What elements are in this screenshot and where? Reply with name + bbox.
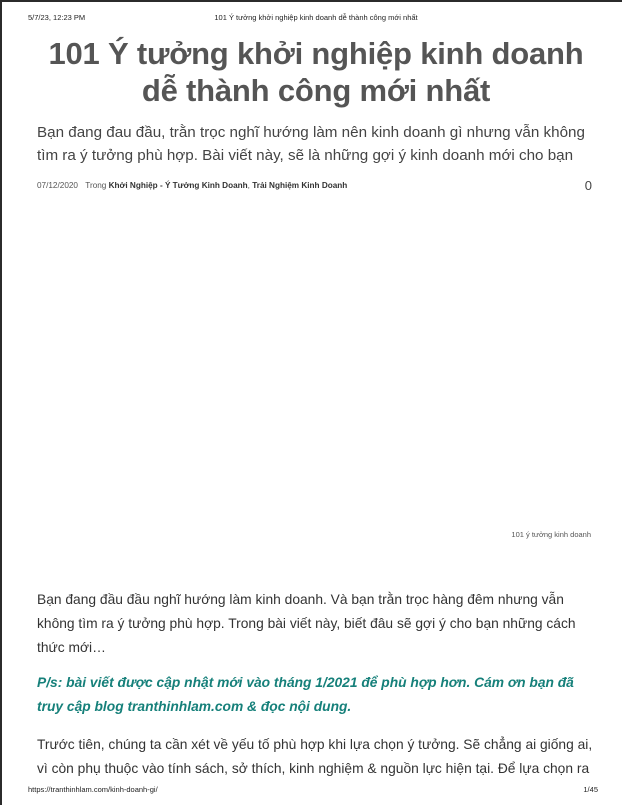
category-prefix: Trong	[85, 181, 107, 190]
featured-image-caption: 101 ý tưởng kinh doanh	[511, 530, 591, 539]
update-note: P/s: bài viết được cập nhật mới vào tháng 1/2021 để phù hợp hơn. Cám ơn bạn đã truy cập blog tranthinhlam.com & đọc nội dung.	[37, 675, 574, 714]
page-frame-left-border	[0, 0, 2, 805]
article-title: 101 Ý tưởng khởi nghiệp kinh doanh dễ thành công mới nhất	[48, 36, 584, 108]
category-separator: ,	[247, 181, 253, 190]
intro-paragraph: Bạn đang đầu đầu nghĩ hướng làm kinh doanh. Và bạn trằn trọc hàng đêm nhưng vẫn không tìm ra ý tưởng phù hợp. Trong bài viết này, biết đâu sẽ gợi ý cho bạn những cách thức mới…	[37, 592, 576, 655]
featured-image	[37, 200, 592, 525]
article-meta	[37, 178, 592, 195]
print-datetime: 5/7/23, 12:23 PM	[28, 13, 86, 22]
page-indicator: 1/45	[583, 785, 598, 794]
category-link-khoi-nghiep[interactable]: Khởi Nghiệp - Ý Tưởng Kinh Doanh	[108, 181, 248, 190]
print-url: https://tranthinhlam.com/kinh-doanh-gi/	[28, 785, 158, 794]
publish-date: 07/12/2020	[37, 181, 78, 190]
page-frame-top-border	[0, 0, 622, 2]
category-link-trai-nghiem[interactable]: Trải Nghiệm Kinh Doanh	[252, 181, 348, 190]
body-paragraph: Trước tiên, chúng ta cần xét về yếu tố phù hợp khi lựa chọn ý tưởng. Sẽ chẳng ai giống ai, vì còn phụ thuộc vào tính sách, sở thích, kinh nghiệm & nguồn lực hiện tại. Để lựa chọn ra	[37, 737, 593, 776]
article-lead: Bạn đang đau đầu, trằn trọc nghĩ hướng làm nên kinh doanh gì nhưng vẫn không tìm ra ý tưởng phù hợp. Bài viết này, sẽ là những gợi ý kinh doanh mới cho bạn	[37, 124, 585, 164]
print-footer	[0, 785, 622, 797]
comment-count[interactable]: 0	[584, 178, 592, 193]
print-header	[0, 13, 622, 25]
print-document-title: 101 Ý tưởng khởi nghiệp kinh doanh dễ thành công mới nhất	[214, 13, 418, 22]
